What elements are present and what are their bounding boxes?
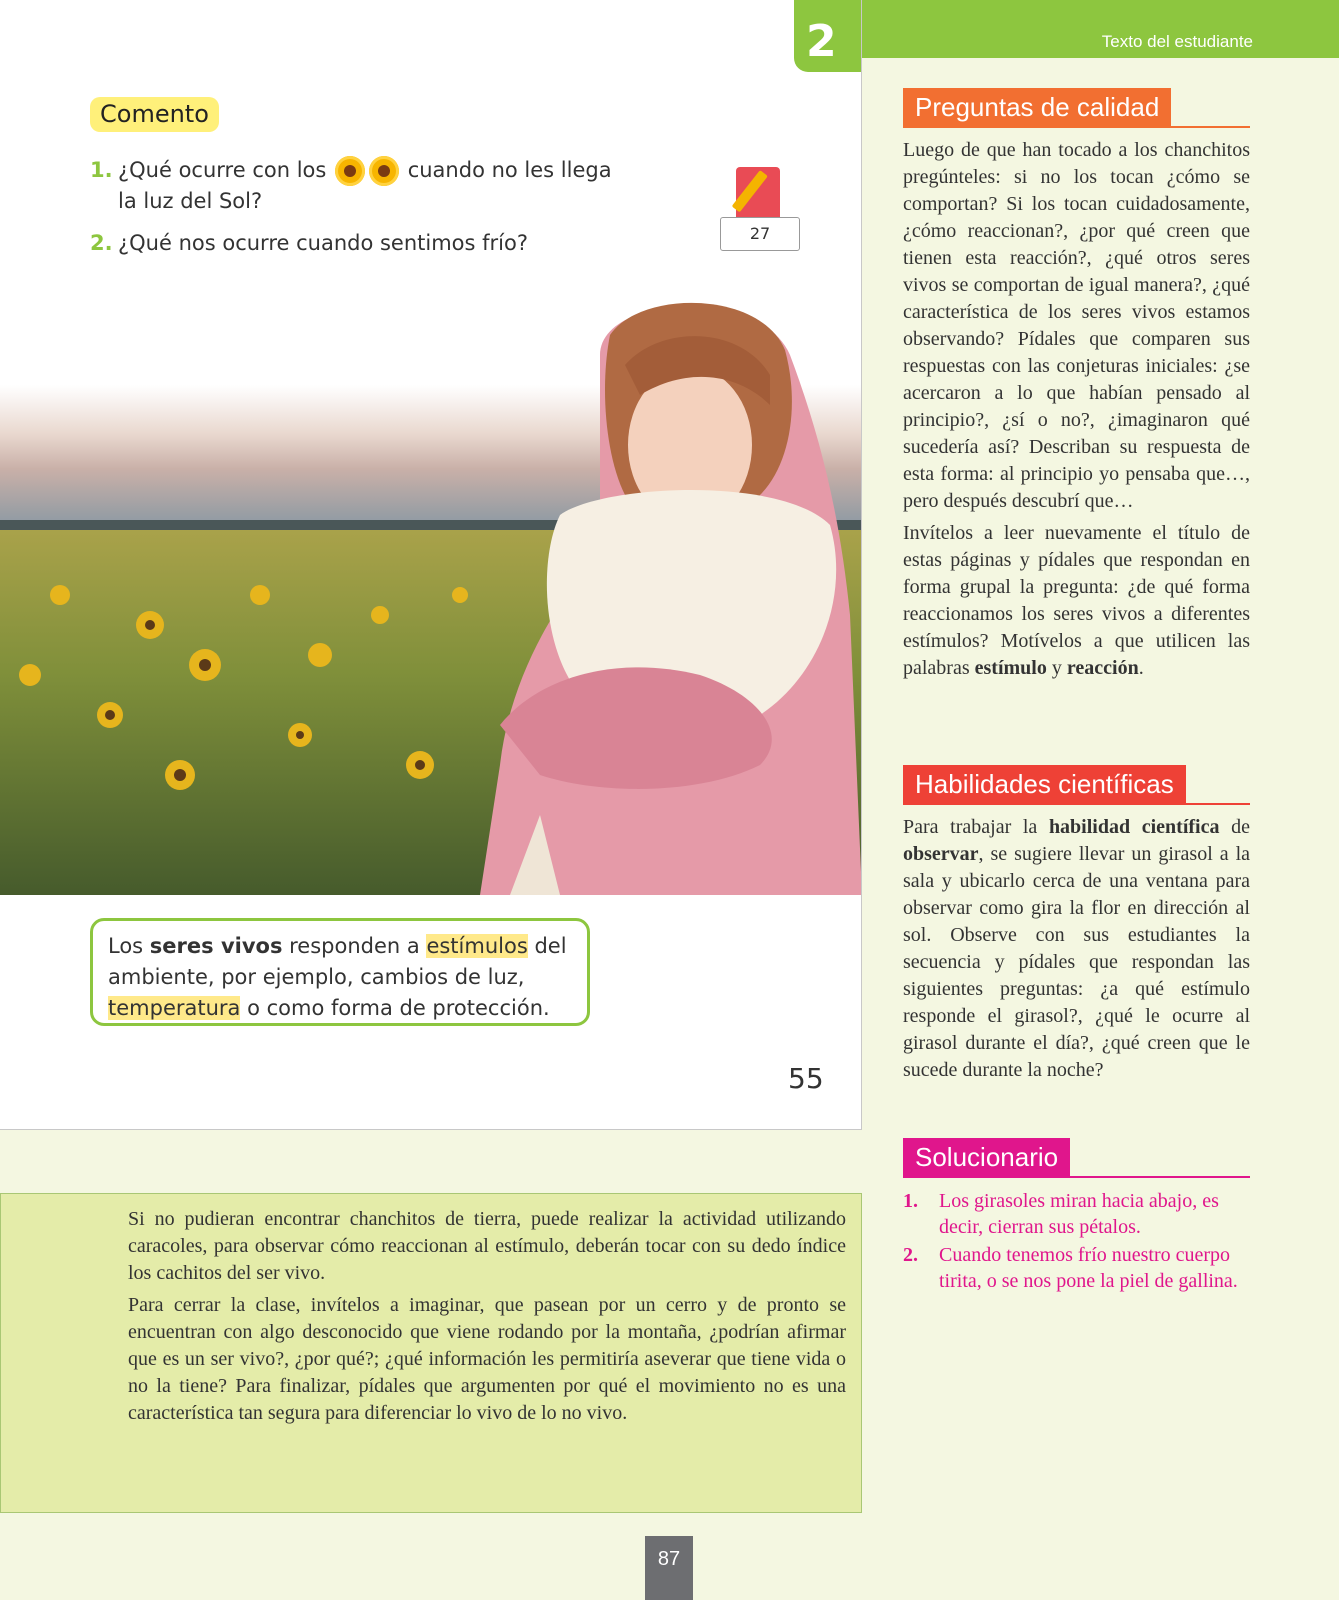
question-1-number: 1. <box>90 158 113 182</box>
habilidades-header <box>903 765 1250 805</box>
info-highlight-temperatura: temperatura <box>108 996 241 1020</box>
comento-label: Comento <box>90 97 219 132</box>
teacher-note-box <box>0 1193 862 1513</box>
info-text: responden a <box>282 934 427 958</box>
question-1 <box>90 155 650 216</box>
info-text: del ambiente, por ejemplo, cambios de luz, <box>108 934 567 989</box>
habilidades-body <box>903 814 1250 1089</box>
info-text: o como forma de protección. <box>240 996 550 1020</box>
solucionario-list <box>903 1188 1250 1296</box>
question-2-text: ¿Qué nos ocurre cuando sentimos frío? <box>118 231 528 255</box>
question-1-text-a: ¿Qué ocurre con los <box>118 158 327 182</box>
question-1-text-b: cuando no les llega <box>407 158 612 182</box>
teacher-note-paragraph-2: Para cerrar la clase, invítelos a imaginar, que pasean por un cerro y de pronto se encuentran con algo desconocido que viene rodando por la montaña, ¿podrían afirmar que es un ser vivo?, ¿por qué?; ¿qué información les permitiría aseverar que tiene vida o no la tiene? Para finalizar, pídales que argumenten por qué el movimiento no es una característica tan segura para diferenciar lo vivo de lo no vivo. <box>128 1294 846 1424</box>
list-item: 1. Los girasoles miran hacia abajo, es decir, cierran sus pétalos. <box>903 1190 1219 1238</box>
key-concept-box <box>90 918 590 1026</box>
girl-sunflower-field-photo <box>0 295 862 895</box>
preguntas-header <box>903 88 1250 128</box>
sunflower-icon <box>335 156 365 186</box>
bold-observar: observar <box>903 843 979 865</box>
student-page <box>0 0 862 1130</box>
bold-estimulo: estímulo <box>974 657 1047 679</box>
question-1-text-c: la luz del Sol? <box>118 189 263 213</box>
habilidades-title: Habilidades científicas <box>903 765 1186 803</box>
preguntas-title: Preguntas de calidad <box>903 88 1171 126</box>
bold-habilidad-cientifica: habilidad científica <box>1048 816 1220 838</box>
notebook-icon <box>720 165 800 253</box>
question-2-number: 2. <box>90 231 113 255</box>
unit-tab <box>794 0 862 72</box>
header-label: Texto del estudiante <box>1101 32 1253 51</box>
sunflower-icon <box>369 156 399 186</box>
bold-reaccion: reacción <box>1066 657 1139 679</box>
preguntas-body <box>903 137 1250 687</box>
preguntas-paragraph-1: Luego de que han tocado a los chanchitos pregúnteles: si no los tocan ¿cómo se comportan? Si los tocan cuidadosamente, ¿cómo reaccionan?, ¿por qué creen que tienen esta reacción?, ¿qué otros seres vivos se comportan de igual manera?, ¿qué característica de los seres vivos estamos observando? Pídales que comparen sus respuestas con las conjeturas iniciales: ¿se acercaron a lo que habían pensado al principio?, ¿sí o no?, ¿imaginaron qué sucedería así? Describan su respuesta de esta forma: al principio yo pensaba que…, pero después descubrí que… <box>903 139 1250 512</box>
teacher-note-paragraph-1: Si no pudieran encontrar chanchitos de tierra, puede realizar la actividad utilizando caracoles, para observar cómo reaccionan al estímulo, deberán tocar con su dedo índice los cachitos del ser vivo. <box>128 1208 846 1284</box>
student-page-number: 55 <box>788 1062 824 1095</box>
notebook-page-ref: 27 <box>720 217 800 251</box>
footer-page-number: 87 <box>645 1536 693 1600</box>
preguntas-paragraph-2: Invítelos a leer nuevamente el título de estas páginas y pídales que respondan en forma grupal la pregunta: ¿de qué forma reaccionamos los seres vivos a diferentes estímulos? Motívelos a que utilicen las palabras estímulo y reacción. <box>903 522 1250 679</box>
info-bold-seres-vivos: seres vivos <box>149 934 283 958</box>
info-highlight-estimulos: estímulos <box>426 934 528 958</box>
info-text: Los <box>108 934 150 958</box>
habilidades-paragraph: Para trabajar la habilidad científica de observar, se sugiere llevar un girasol a la sala y ubicarlo cerca de una ventana para observar como gira la flor en dirección al sol. Observe con sus estudiantes la secuencia y pídales que respondan las siguientes preguntas: ¿a qué estímulo responde el girasol?, ¿qué le ocurre al girasol durante el día?, ¿qué creen que le sucede durante la noche? <box>903 816 1250 1081</box>
question-2 <box>90 228 650 258</box>
list-item: 2. Cuando tenemos frío nuestro cuerpo tirita, o se nos pone la piel de gallina. <box>903 1244 1238 1292</box>
solucionario-header <box>903 1138 1250 1178</box>
header-bar <box>862 0 1339 58</box>
solucionario-title: Solucionario <box>903 1138 1070 1176</box>
unit-number: 2 <box>806 16 837 67</box>
